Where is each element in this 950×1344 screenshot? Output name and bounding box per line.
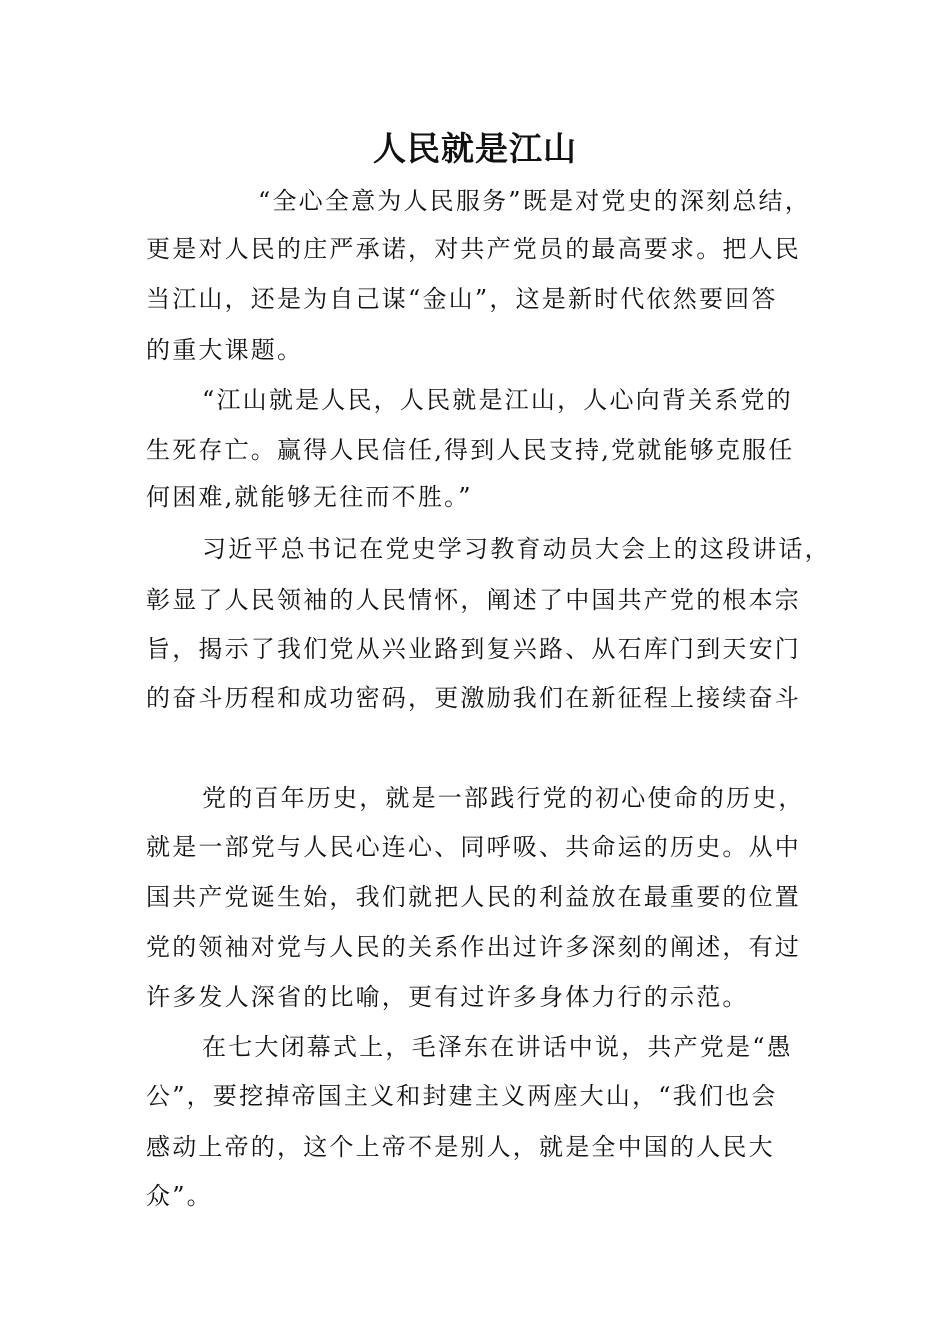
text-line: 的重大课题。 (146, 336, 304, 364)
text-line: 习近平总书记在党史学习教育动员大会上的这段讲话， (202, 535, 831, 563)
text-line: 党的百年历史，就是一部践行党的初心使命的历史， (202, 784, 805, 812)
text-line: 党的领袖对党与人民的关系作出过许多深刻的阐述，有过 (146, 933, 801, 961)
text-line: “江山就是人民，人民就是江山，人心向背关系党的 (202, 386, 793, 414)
text-line: 旨，揭示了我们党从兴业路到复兴路、从石库门到天安门 (146, 635, 801, 663)
text-line: 更是对人民的庄严承诺，对共产党员的最高要求。把人民 (146, 235, 801, 263)
document-title: 人民就是江山 (373, 129, 577, 168)
text-line: 当江山，还是为自己谋“金山”，这是新时代依然要回答 (146, 285, 778, 313)
text-line: 国共产党诞生始，我们就把人民的利益放在最重要的位置 (146, 883, 801, 911)
text-line: 彰显了人民领袖的人民情怀，阐述了中国共产党的根本宗 (146, 586, 801, 614)
text-line: 在七大闭幕式上，毛泽东在讲话中说，共产党是“愚 (202, 1033, 793, 1061)
text-line: 感动上帝的，这个上帝不是别人，就是全中国的人民大 (146, 1133, 775, 1161)
text-line: 何困难,就能够无往而不胜。” (146, 483, 473, 511)
text-line: 众”。 (146, 1182, 213, 1210)
text-line: 生死存亡。赢得人民信任,得到人民支持,党就能够克服任 (146, 436, 795, 464)
text-line: “全心全意为人民服务”既是对党史的深刻总结， (258, 187, 811, 215)
text-line: 就是一部党与人民心连心、同呼吸、共命运的历史。从中 (146, 833, 801, 861)
text-line: 许多发人深省的比喻，更有过许多身体力行的示范。 (146, 983, 749, 1011)
text-line: 公”，要挖掉帝国主义和封建主义两座大山，“我们也会 (146, 1082, 778, 1110)
text-line: 的奋斗历程和成功密码，更激励我们在新征程上接续奋斗 (146, 684, 801, 712)
